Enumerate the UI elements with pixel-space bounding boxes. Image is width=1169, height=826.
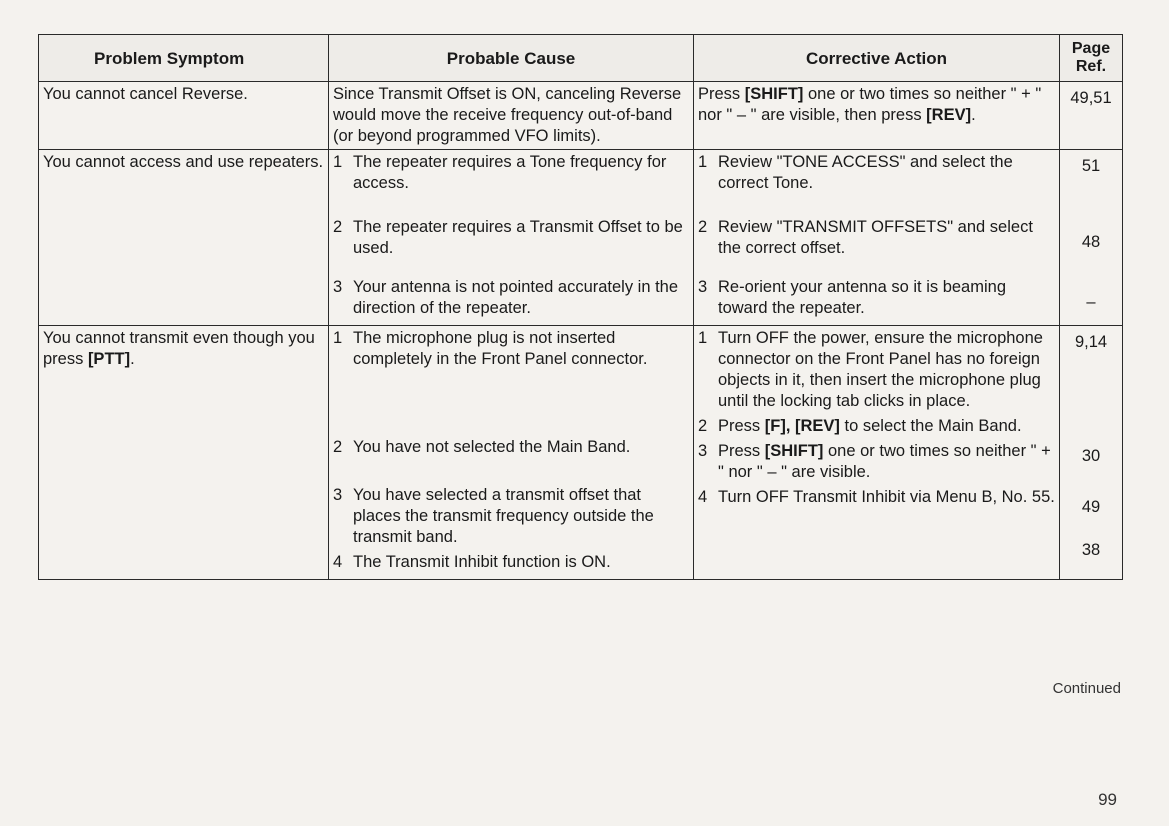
cause-text: The microphone plug is not inserted completely in the Front Panel connector. bbox=[353, 329, 648, 368]
item-number: 1 bbox=[333, 329, 343, 347]
list-item bbox=[698, 416, 1055, 437]
continued-label: Continued bbox=[1052, 680, 1121, 697]
page-ref: 30 bbox=[1081, 447, 1101, 465]
list-item bbox=[333, 485, 689, 548]
table-row bbox=[39, 82, 1123, 150]
page-ref: 49 bbox=[1081, 498, 1101, 516]
list-item bbox=[333, 217, 689, 273]
item-number: 1 bbox=[333, 153, 343, 171]
list-item bbox=[698, 487, 1055, 508]
list-item bbox=[698, 277, 1055, 319]
item-number: 1 bbox=[698, 329, 708, 347]
cause-text: The repeater requires a Tone frequency for access. bbox=[353, 153, 667, 192]
row3-actions bbox=[694, 326, 1060, 580]
page-ref: 38 bbox=[1081, 541, 1101, 559]
list-item bbox=[333, 552, 689, 573]
text-part: to select the Main Band. bbox=[839, 417, 1022, 435]
row2-pages bbox=[1060, 150, 1123, 326]
key-shift: [SHIFT] bbox=[744, 85, 804, 103]
list-item bbox=[333, 277, 689, 319]
text-part: , bbox=[785, 417, 796, 435]
text-part: Press bbox=[718, 417, 765, 435]
list-item bbox=[698, 328, 1055, 412]
action-text: Re-orient your antenna so it is beaming toward the repeater. bbox=[718, 278, 1006, 317]
cause-text: The repeater requires a Transmit Offset to be used. bbox=[353, 218, 683, 257]
cause-text: You have not selected the Main Band. bbox=[353, 438, 631, 456]
action-text: Review "TONE ACCESS" and select the correct Tone. bbox=[718, 153, 1013, 192]
key-rev: [REV] bbox=[795, 417, 840, 435]
text-part: Press bbox=[698, 85, 745, 103]
header-page-ref: Page Ref. bbox=[1060, 35, 1123, 82]
text-part: . bbox=[130, 350, 135, 368]
item-number: 4 bbox=[698, 488, 708, 506]
row2-actions bbox=[694, 150, 1060, 326]
page-number: 99 bbox=[1098, 790, 1117, 809]
troubleshooting-table bbox=[38, 34, 1123, 580]
page-ref: 9,14 bbox=[1074, 333, 1108, 351]
list-item bbox=[333, 152, 689, 213]
action-text: Turn OFF the power, ensure the microphone connector on the Front Panel has no foreign objects in it, then insert the microphone plug until the locking tab clicks in place. bbox=[718, 329, 1043, 410]
item-number: 3 bbox=[698, 278, 708, 296]
table-row bbox=[39, 326, 1123, 580]
page-ref: 48 bbox=[1081, 233, 1101, 251]
action-text: Turn OFF Transmit Inhibit via Menu B, No. 55. bbox=[718, 488, 1055, 506]
row3-symptom bbox=[39, 326, 329, 580]
row2-symptom-text: You cannot access and use repeaters. bbox=[43, 153, 324, 171]
text-part: one or two times so neither " + " nor " – " are visible, then press bbox=[698, 85, 1042, 124]
row2-symptom bbox=[39, 150, 329, 326]
text-part: one or two times so neither " + " nor " – " are visible. bbox=[718, 442, 1051, 481]
action-text: Review "TRANSMIT OFFSETS" and select the correct offset. bbox=[718, 218, 1033, 257]
text-part: Press bbox=[718, 442, 765, 460]
list-item bbox=[698, 152, 1055, 213]
item-number: 3 bbox=[333, 278, 343, 296]
row1-action bbox=[694, 82, 1060, 150]
page-ref: 51 bbox=[1081, 157, 1101, 175]
key-shift: [SHIFT] bbox=[764, 442, 824, 460]
key-rev: [REV] bbox=[926, 106, 972, 124]
troubleshooting-table-wrap bbox=[38, 34, 1122, 580]
item-number: 1 bbox=[698, 153, 708, 171]
item-number: 2 bbox=[698, 218, 708, 236]
list-item bbox=[333, 328, 689, 433]
key-f: [F] bbox=[764, 417, 786, 435]
list-item bbox=[698, 441, 1055, 483]
list-item bbox=[698, 217, 1055, 273]
row3-pages bbox=[1060, 326, 1123, 580]
header-problem-symptom: Problem Symptom bbox=[39, 35, 329, 82]
page-ref: – bbox=[1086, 293, 1096, 311]
text-part: You cannot transmit even though you press bbox=[43, 329, 315, 368]
item-number: 2 bbox=[698, 417, 708, 435]
list-item bbox=[333, 437, 689, 481]
table-row bbox=[39, 150, 1123, 326]
action-text bbox=[718, 416, 1055, 437]
table-header-row bbox=[39, 35, 1123, 82]
cause-text: Your antenna is not pointed accurately in the direction of the repeater. bbox=[353, 278, 679, 317]
cause-text: You have selected a transmit offset that places the transmit frequency outside the transmit band. bbox=[353, 486, 654, 546]
cause-text: The Transmit Inhibit function is ON. bbox=[353, 553, 611, 571]
item-number: 2 bbox=[333, 438, 343, 456]
row1-cause: Since Transmit Offset is ON, canceling Reverse would move the receive frequency out-of-band (or beyond programmed VFO limits). bbox=[329, 82, 694, 150]
text-part: . bbox=[971, 106, 976, 124]
item-number: 4 bbox=[333, 553, 343, 571]
row2-causes bbox=[329, 150, 694, 326]
action-text bbox=[718, 441, 1055, 483]
header-corrective-action: Corrective Action bbox=[694, 35, 1060, 82]
item-number: 3 bbox=[698, 442, 708, 460]
header-probable-cause: Probable Cause bbox=[329, 35, 694, 82]
row1-page: 49,51 bbox=[1060, 82, 1123, 150]
row1-symptom: You cannot cancel Reverse. bbox=[39, 82, 329, 150]
item-number: 3 bbox=[333, 486, 343, 504]
row3-causes bbox=[329, 326, 694, 580]
key-ptt: [PTT] bbox=[87, 350, 131, 368]
item-number: 2 bbox=[333, 218, 343, 236]
